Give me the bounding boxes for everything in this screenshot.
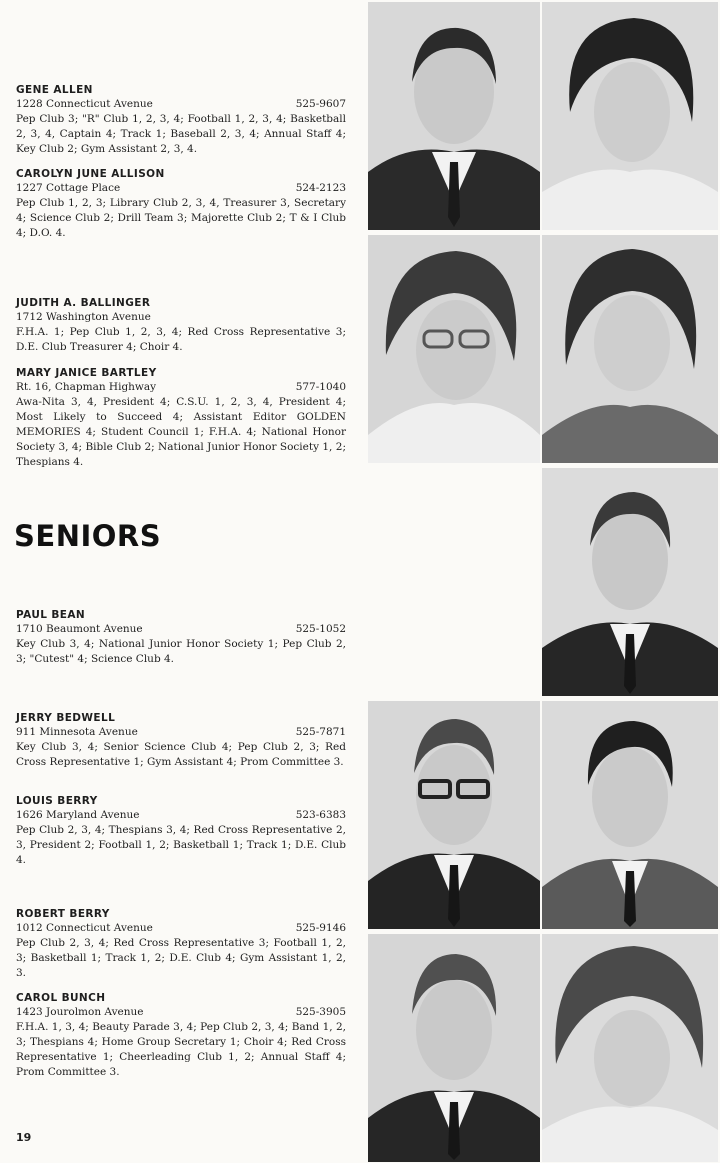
student-name: LOUIS BERRY xyxy=(16,795,98,807)
student-entry-carol-bunch xyxy=(16,991,346,1080)
student-name: JUDITH A. BALLINGER xyxy=(16,297,151,309)
student-entry-mary-janice-bartley xyxy=(16,366,346,470)
portrait-photo-louis-berry xyxy=(542,701,718,929)
student-address: 1710 Beaumont Avenue xyxy=(16,623,143,635)
student-name: MARY JANICE BARTLEY xyxy=(16,367,157,379)
student-phone: 577-1040 xyxy=(295,381,346,393)
student-phone: 523-6383 xyxy=(295,809,346,821)
student-address: 1626 Maryland Avenue xyxy=(16,809,140,821)
student-activities: Key Club 3, 4; Senior Science Club 4; Pep Club 2, 3; Red Cross Representative 1; Gym Assistant 4; Prom Committee 3. xyxy=(16,741,346,768)
portrait-photo-gene-allen xyxy=(368,2,540,230)
portrait-photo-judith-a-ballinger xyxy=(368,235,540,463)
student-name: CAROLYN JUNE ALLISON xyxy=(16,168,165,180)
student-phone: 524-2123 xyxy=(295,182,346,194)
student-address: 1227 Cottage Place xyxy=(16,182,121,194)
student-name: JERRY BEDWELL xyxy=(16,712,116,724)
portrait-photo-mary-janice-bartley xyxy=(542,235,718,463)
student-address: 1228 Connecticut Avenue xyxy=(16,98,153,110)
student-entry-robert-berry xyxy=(16,907,346,981)
student-activities: Pep Club 2, 3, 4; Thespians 3, 4; Red Cross Representative 2, 3, President 2; Football 1, 2; Basketball 1; Track 1; D.E. Club 4. xyxy=(16,824,346,866)
student-entry-paul-bean xyxy=(16,608,346,667)
student-entry-gene-allen xyxy=(16,83,346,157)
portrait-photo-carolyn-june-allison xyxy=(542,2,718,230)
student-name: GENE ALLEN xyxy=(16,84,93,96)
student-entry-louis-berry xyxy=(16,794,346,868)
student-name: ROBERT BERRY xyxy=(16,908,110,920)
student-name: PAUL BEAN xyxy=(16,609,86,621)
student-entry-judith-a-ballinger xyxy=(16,296,346,355)
student-phone: 525-1052 xyxy=(295,623,346,635)
student-activities: Pep Club 2, 3, 4; Red Cross Representative 3; Football 1, 2, 3; Basketball 1; Track 1, 2; D.E. Club 4; Gym Assistant 1, 2, 3. xyxy=(16,937,346,979)
student-entry-carolyn-june-allison xyxy=(16,167,346,241)
portrait-photo-robert-berry xyxy=(368,934,540,1162)
student-phone: 525-9607 xyxy=(295,98,346,110)
page-number: 19 xyxy=(16,1131,32,1144)
student-activities: Key Club 3, 4; National Junior Honor Society 1; Pep Club 2, 3; "Cutest" 4; Science Club 4. xyxy=(16,638,346,665)
student-address: 911 Minnesota Avenue xyxy=(16,726,138,738)
student-activities: F.H.A. 1, 3, 4; Beauty Parade 3, 4; Pep Club 2, 3, 4; Band 1, 2, 3; Thespians 4; Home Group Secretary 1; Choir 4; Red Cross Representative 1; Cheerleading Club 1, 2; Annual Staff 4; Prom Committee 3. xyxy=(16,1021,346,1078)
student-address: 1012 Connecticut Avenue xyxy=(16,922,153,934)
portrait-photo-paul-bean xyxy=(542,468,718,696)
student-phone: 525-7871 xyxy=(295,726,346,738)
student-entry-jerry-bedwell xyxy=(16,711,346,770)
student-address: 1712 Washington Avenue xyxy=(16,311,151,323)
portrait-photo-carol-bunch xyxy=(542,934,718,1162)
student-activities: Pep Club 1, 2, 3; Library Club 2, 3, 4, Treasurer 3, Secretary 4; Science Club 2; Drill Team 3; Majorette Club 2; T & I Club 4; D.O. 4. xyxy=(16,197,346,239)
student-address: 1423 Jourolmon Avenue xyxy=(16,1006,144,1018)
student-address: Rt. 16, Chapman Highway xyxy=(16,381,157,393)
student-name: CAROL BUNCH xyxy=(16,992,106,1004)
student-phone: 525-9146 xyxy=(295,922,346,934)
section-title: SENIORS xyxy=(14,519,162,553)
student-phone: 525-3905 xyxy=(295,1006,346,1018)
student-activities: Awa-Nita 3, 4, President 4; C.S.U. 1, 2, 3, 4, President 4; Most Likely to Succeed 4; Assistant Editor GOLDEN MEMORIES 4; Student Council 1; F.H.A. 4; National Honor Society 3, 4; Bible Club 2; National Junior Honor Society 1, 2; Thespians 4. xyxy=(16,396,346,468)
student-activities: F.H.A. 1; Pep Club 1, 2, 3, 4; Red Cross Representative 3; D.E. Club Treasurer 4; Choir 4. xyxy=(16,326,346,353)
portrait-photo-jerry-bedwell xyxy=(368,701,540,929)
student-activities: Pep Club 3; "R" Club 1, 2, 3, 4; Football 1, 2, 3, 4; Basketball 2, 3, 4, Captain 4; Track 1; Baseball 2, 3, 4; Annual Staff 4; Key Club 2; Gym Assistant 2, 3, 4. xyxy=(16,113,346,155)
